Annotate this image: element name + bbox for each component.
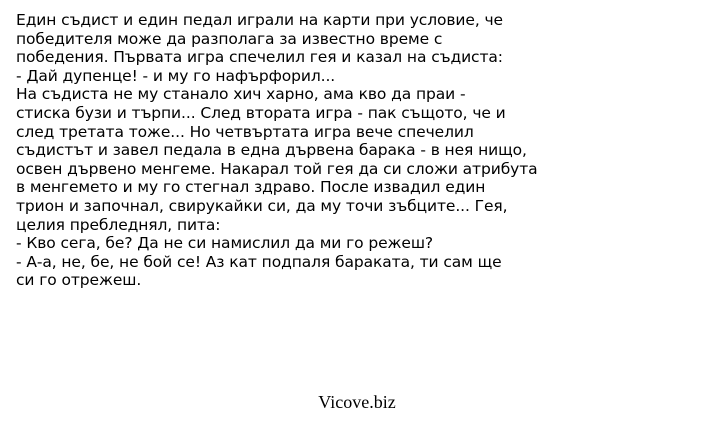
joke-line: си го отрежеш. (16, 271, 142, 290)
joke-line: Един съдист и един педал играли на карти при условие, че (16, 11, 503, 29)
site-watermark: Vicove.biz (318, 392, 396, 412)
joke-line: На съдиста не му станало хич харно, ама кво да праи - (16, 85, 466, 104)
joke-line: съдистът и завел педала в една дървена барака - в нея нищо, (16, 141, 527, 160)
joke-text (16, 11, 706, 290)
joke-line: победителя може да разполага за известно време с (16, 29, 443, 48)
joke-line: освен дървено менгеме. Накарал той гея да си сложи атрибута (16, 159, 538, 178)
joke-line: стиска бузи и търпи... След втората игра - пак същото, че и (16, 103, 506, 122)
joke-line: - А-а, не, бе, не бой се! Аз кат подпаля бараката, ти сам ще (16, 252, 502, 271)
joke-line: трион и започнал, свирукайки си, да му точи зъбците... Гея, (16, 196, 508, 215)
joke-line: - Дай дупенце! - и му го нафърфорил... (16, 66, 336, 85)
joke-line: - Кво сега, бе? Да не си намислил да ми го режеш? (16, 234, 434, 253)
joke-line: целия пребледнял, пита: (16, 215, 221, 234)
joke-line: след третата тоже... Но четвъртата игра вече спечелил (16, 122, 474, 141)
joke-line: победения. Първата игра спечелил гея и казал на съдиста: (16, 48, 503, 67)
joke-line: в менгемето и му го стегнал здраво. После извадил един (16, 178, 486, 197)
